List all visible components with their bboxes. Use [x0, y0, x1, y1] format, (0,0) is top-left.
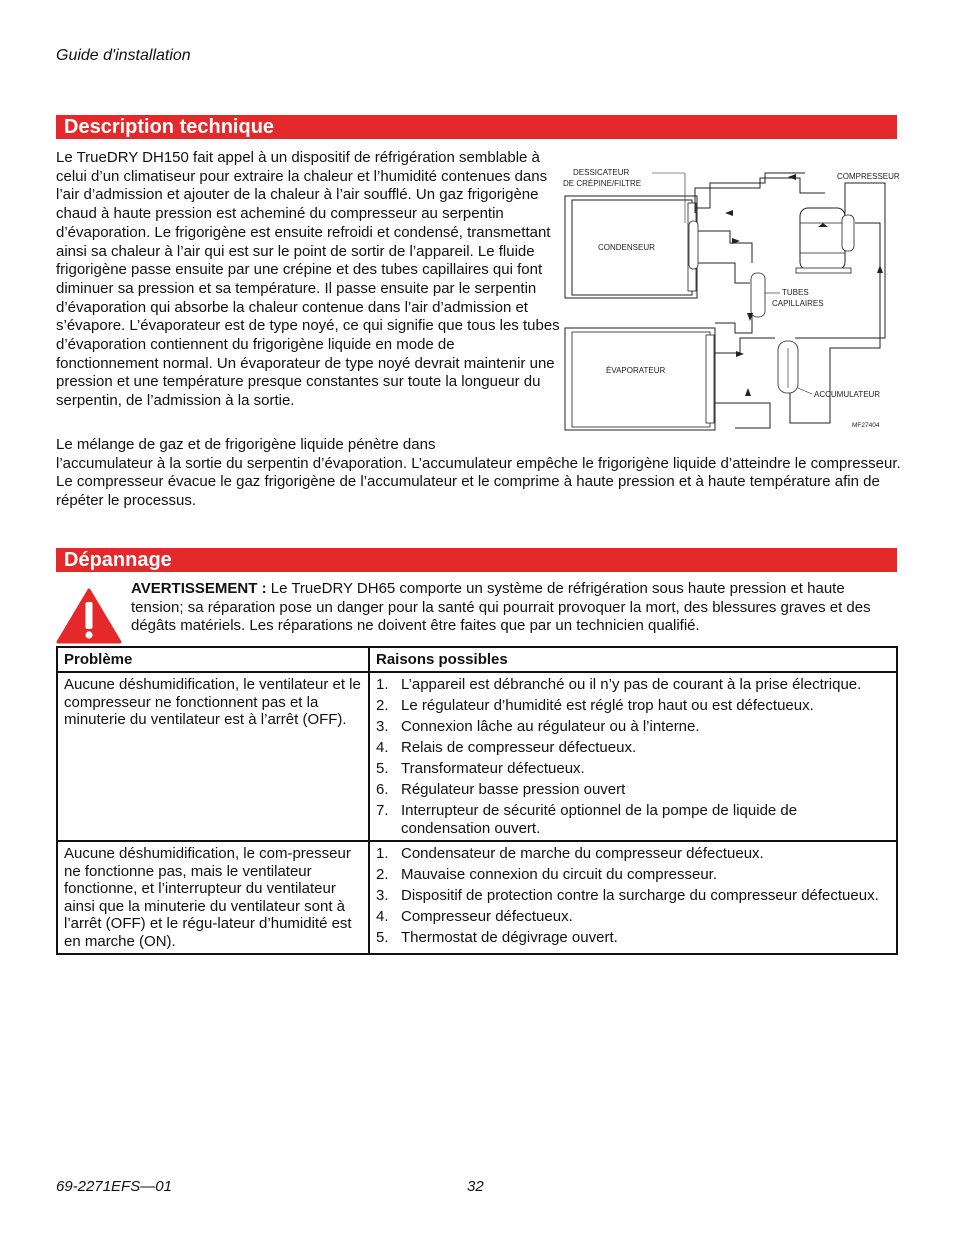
list-item: 1. L’appareil est débranché ou il n’y pas de courant à la prise électrique.: [376, 676, 862, 693]
accumulator-label: ACCUMULATEUR: [814, 390, 881, 399]
compressor-label: COMPRESSEUR: [837, 172, 900, 181]
warning-text: [131, 580, 901, 636]
list-item: 4. Compresseur défectueux.: [376, 908, 573, 925]
list-item: 5. Thermostat de dégivrage ouvert.: [376, 929, 618, 946]
section-heading-description: Description technique: [56, 115, 897, 139]
list-item: 3. Connexion lâche au régulateur ou à l’interne.: [376, 718, 700, 735]
list-item: 5. Transformateur défectueux.: [376, 760, 585, 777]
tubes-label-2: CAPILLAIRES: [772, 299, 824, 308]
reasons-cell: [369, 841, 897, 954]
list-item: 1. Condensateur de marche du compresseur défectueux.: [376, 845, 764, 862]
table-row: [57, 672, 897, 841]
problem-cell: Aucune déshumidification, le com-presseur ne fonctionne pas, mais le ventilateur fonctionne, et l’interrupteur du ventilateur ainsi que la minuterie du ventilateur sont à l’arrêt (OFF) et le régu-lateur d’humidité est en marche (ON).: [57, 841, 369, 954]
table-row: [57, 841, 897, 954]
troubleshooting-table: [56, 646, 898, 955]
warning-icon: [56, 588, 122, 644]
capillary-tubes: [751, 273, 765, 317]
list-item: 7. Interrupteur de sécurité optionnel de la pompe de liquide de condensation ouvert.: [376, 802, 798, 837]
column-header-reasons: Raisons possibles: [369, 647, 897, 672]
evaporator-label: ÉVAPORATEUR: [606, 366, 666, 375]
table-header-row: [57, 647, 897, 672]
dryer-label-1: DESSICATEUR: [573, 168, 630, 177]
figure-id: MF27404: [852, 422, 880, 429]
paragraph-description-1: Le TrueDRY DH150 fait appel à un dispositif de réfrigération semblable à celui d’un climatiseur pour extraire la chaleur et l’humidité contenues dans l’air d’admission et ajouter de la chaleur à l’air soufflé. Un gaz frigorigène chaud à haute pression est acheminé du compresseur au serpentin d’évaporation. Le frigorigène est ensuite refroidi et condensé, transmettant ainsi sa chaleur à l’air qui est sur le point de sortir de l’appareil. Le fluide frigorigène passe ensuite par une crépine et des tubes capillaires qui font diminuer sa pression et sa température. Il passe ensuite par le serpentin d’évaporation qui absorbe la chaleur contenue dans l’air d’admission et s’évapore. L’évaporateur est de type noyé, ce qui signifie que tous les tubes d’évaporation contiennent du frigorigène liquide en mode de fonctionnement normal. Un évaporateur de type noyé devrait maintenir une pression et une température presque constantes sur toute la longueur du serpentin, de l’admission à la sortie.: [56, 149, 560, 410]
problem-cell: Aucune déshumidification, le ventilateur et le compresseur ne fonctionnent pas et la minuterie du ventilateur est à l’arrêt (OFF).: [57, 672, 369, 841]
filter-dryer: [689, 221, 698, 269]
document-number: 69-2271EFS—01: [56, 1178, 172, 1195]
list-item: 2. Mauvaise connexion du circuit du compresseur.: [376, 866, 717, 883]
reasons-list: [376, 676, 890, 837]
compressor: [796, 208, 854, 273]
paragraph-description-2-text: Le mélange de gaz et de frigorigène liquide pénètre dans l’accumulateur à la sortie du serpentin d’évaporation. L’accumulateur empêche le frigorigène liquide d’atteindre le compresseur. Le compresseur évacue le gaz frigorigène de l’accumulateur et le comprime à haute pression et à haute température afin de répéter le processus.: [56, 436, 901, 510]
section-heading-troubleshooting: Dépannage: [56, 548, 897, 572]
condenser-label: CONDENSEUR: [598, 243, 655, 252]
list-item: 4. Relais de compresseur défectueux.: [376, 739, 637, 756]
page-number: 32: [467, 1178, 484, 1195]
reasons-list: [376, 845, 890, 947]
tubes-label-1: TUBES: [782, 288, 809, 297]
reasons-cell: [369, 672, 897, 841]
list-item: 6. Régulateur basse pression ouvert: [376, 781, 626, 798]
accumulator: [778, 341, 798, 393]
evaporator-coil: [565, 328, 715, 430]
column-header-problem: Problème: [57, 647, 369, 672]
document-header: Guide d'installation: [56, 47, 191, 64]
list-item: 2. Le régulateur d’humidité est réglé trop haut ou est défectueux.: [376, 697, 814, 714]
warning-body: Le TrueDRY DH65 comporte un système de réfrigération sous haute pression et haute tension; sa réparation pose un danger pour la santé qui pourrait provoquer la mort, des blessures graves et des dégâts matériels. Les réparations ne doivent être faites que par un technicien qualifié.: [131, 580, 871, 634]
flow-arrows: [725, 174, 883, 396]
refrigeration-diagram: [560, 163, 900, 438]
list-item: 3. Dispositif de protection contre la surcharge du compresseur défectueux.: [376, 887, 879, 904]
dryer-label-2: DE CRÉPINE/FILTRE: [563, 179, 642, 188]
warning-title: AVERTISSEMENT :: [131, 580, 267, 597]
